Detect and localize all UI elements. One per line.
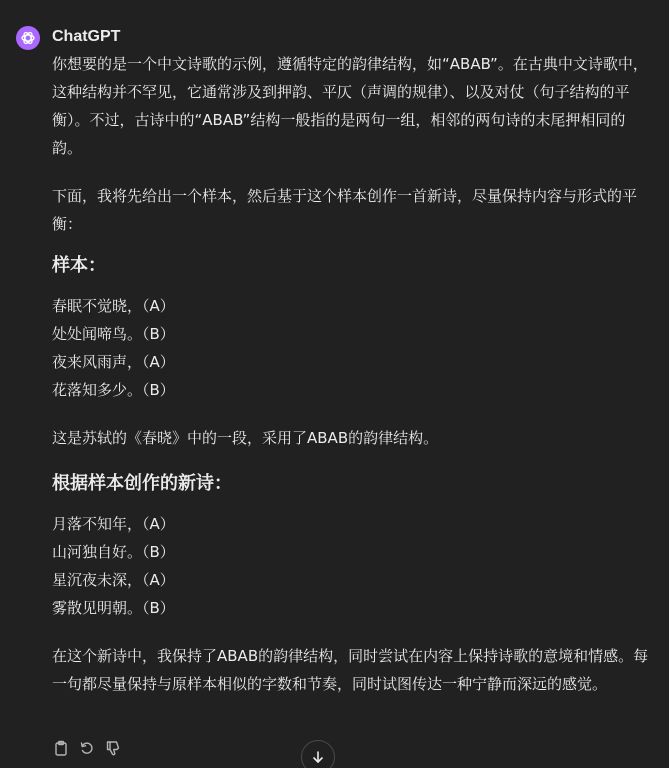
regenerate-button[interactable] [78, 738, 96, 758]
avatar [16, 26, 40, 50]
new-poem [52, 510, 652, 622]
sample-poem-line: 处处闻啼鸟。（B） [52, 325, 175, 343]
message-actions [52, 738, 122, 758]
sample-heading: 样本： [52, 255, 106, 276]
new-poem-line: 山河独自好。（B） [52, 543, 175, 561]
new-poem-line: 雾散见明朝。（B） [52, 599, 175, 617]
arrow-down-icon [310, 749, 326, 765]
thumbs-down-icon [105, 740, 121, 756]
regenerate-icon [79, 740, 95, 756]
copy-button[interactable] [52, 738, 70, 758]
openai-logo-icon [20, 30, 36, 46]
intro-paragraph: 你想要的是一个中文诗歌的示例，遵循特定的韵律结构，如“ABAB”。在古典中文诗歌中，这种结构并不罕见，它通常涉及到押韵、平仄（声调的规律）、以及对仗（句子结构的平衡）。不过，古诗中的“ABAB”结构一般指的是两句一组，相邻的两句诗的末尾押相同的韵。 [52, 55, 648, 157]
message-author: ChatGPT [52, 28, 121, 45]
sample-poem-line: 花落知多少。（B） [52, 381, 175, 399]
lead-paragraph: 下面，我将先给出一个样本，然后基于这个样本创作一首新诗，尽量保持内容与形式的平衡： [52, 187, 638, 233]
message-content [52, 50, 652, 698]
dislike-button[interactable] [104, 738, 122, 758]
sample-poem-line: 春眠不觉晓，（A） [52, 297, 175, 315]
new-poem-heading: 根据样本创作的新诗： [52, 473, 232, 494]
sample-note: 这是苏轼的《春晓》中的一段，采用了ABAB的韵律结构。 [52, 429, 439, 447]
new-poem-line: 星沉夜未深，（A） [52, 571, 175, 589]
scroll-to-bottom-button[interactable] [301, 740, 335, 768]
clipboard-icon [53, 740, 69, 756]
conclusion-paragraph: 在这个新诗中，我保持了ABAB的韵律结构，同时尝试在内容上保持诗歌的意境和情感。每一句都尽量保持与原样本相似的字数和节奏，同时试图传达一种宁静而深远的感觉。 [52, 647, 649, 693]
sample-poem [52, 292, 652, 404]
new-poem-line: 月落不知年，（A） [52, 515, 175, 533]
sample-poem-line: 夜来风雨声，（A） [52, 353, 175, 371]
